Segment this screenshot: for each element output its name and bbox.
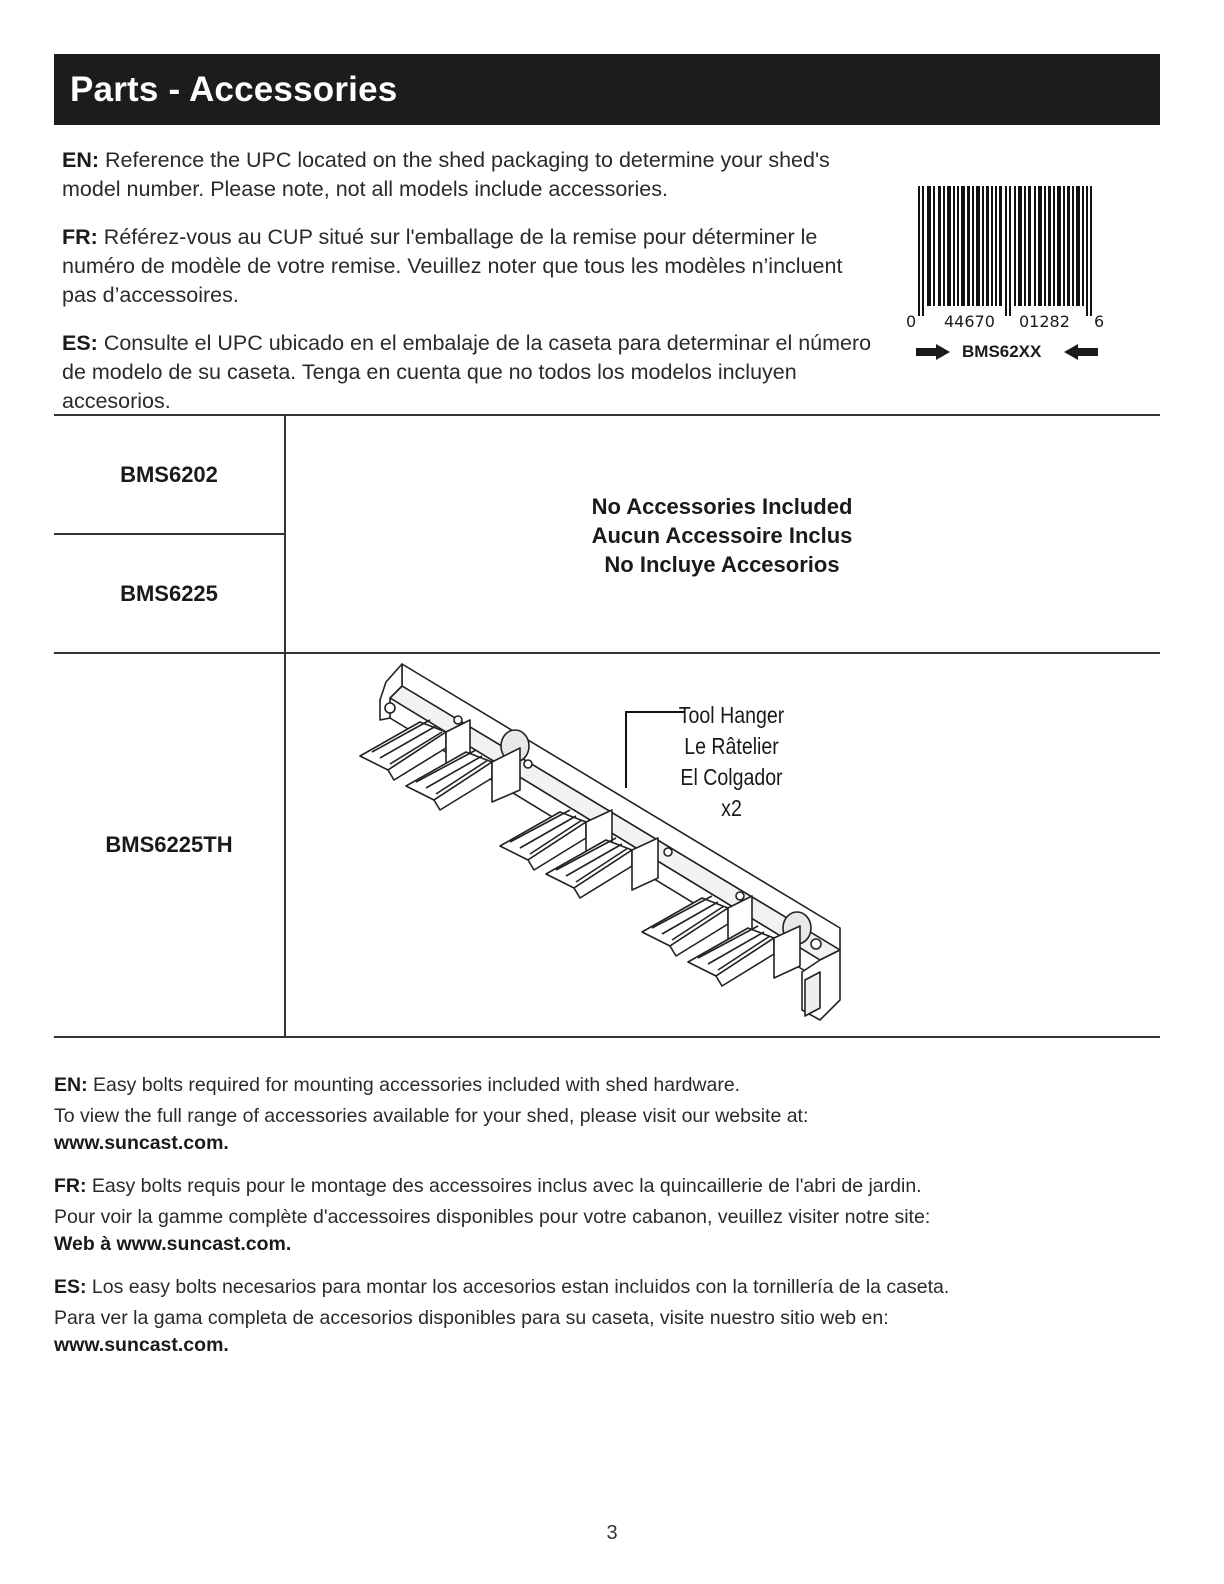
footer-es-visit: Para ver la gama completa de accesorios disponibles para su caseta, visite nuestro sitio web en: — [54, 1307, 889, 1329]
no-accessories-fr: Aucun Accessoire Inclus — [591, 523, 853, 548]
no-accessories-es: No Incluye Accesorios — [604, 552, 840, 577]
arrow-right-icon — [916, 344, 950, 360]
page-number: 3 — [606, 1522, 618, 1544]
model-bms6202: BMS6202 — [120, 462, 218, 487]
tool-hanger-callout — [672, 700, 791, 824]
no-accessories-en: No Accessories Included — [591, 494, 853, 519]
barcode-digit-last: 6 — [1094, 312, 1105, 331]
footer-fr-bolts: FR: Easy bolts requis pour le montage des accessoires inclus avec la quincaillerie de l'abri de jardin. — [54, 1175, 922, 1197]
barcode-group-1: 44670 — [944, 312, 995, 331]
callout-fr: Le Râtelier — [684, 733, 779, 759]
callout-es: El Colgador — [680, 764, 783, 790]
footer-en-visit: To view the full range of accessories available for your shed, please visit our website at: — [54, 1105, 809, 1127]
row-divider-1 — [54, 533, 285, 535]
section-header — [54, 54, 1160, 125]
table-bottom-border — [54, 1036, 1160, 1038]
barcode-icon — [918, 186, 1098, 316]
upc-barcode — [906, 186, 1106, 366]
barcode-model — [906, 340, 1106, 364]
intro-es: ES: Consulte el UPC ubicado en el embalaje de la caseta para determinar el número de modelo de su caseta. Tenga en cuenta que no todos los modelos incluyen accesorios. — [62, 331, 872, 413]
page-title: Parts - Accessories — [70, 70, 398, 109]
barcode-group-2: 01282 — [1019, 312, 1070, 331]
footer-en-link[interactable]: www.suncast.com. — [54, 1132, 229, 1154]
barcode-digit-first: 0 — [906, 312, 917, 331]
table-top-border — [54, 414, 1160, 416]
table-column-divider — [284, 415, 286, 1037]
model-bms6225th: BMS6225TH — [105, 832, 233, 857]
footer-es-link[interactable]: www.suncast.com. — [54, 1334, 229, 1356]
barcode-model-label: BMS62XX — [962, 342, 1042, 361]
row-divider-2 — [54, 652, 1160, 654]
footer-es-bolts: ES: Los easy bolts necesarios para montar los accesorios estan incluidos con la tornillería de la caseta. — [54, 1276, 950, 1298]
footer-fr-visit: Pour voir la gamme complète d'accessoires disponibles pour votre cabanon, veuillez visiter notre site: — [54, 1206, 931, 1228]
no-accessories-note — [560, 492, 884, 579]
footer-fr-link[interactable]: Web à www.suncast.com. — [54, 1233, 292, 1255]
footer-en-bolts: EN: Easy bolts required for mounting accessories included with shed hardware. — [54, 1074, 741, 1096]
arrow-left-icon — [1064, 344, 1098, 360]
footer-notes — [54, 1072, 1114, 1375]
intro-text — [62, 146, 872, 435]
intro-fr: FR: Référez-vous au CUP situé sur l'emballage de la remise pour déterminer le numéro de modèle de votre remise. Veuillez noter que tous les modèles n’incluent pas d’accessoires. — [62, 225, 843, 307]
model-bms6225: BMS6225 — [120, 581, 218, 606]
callout-quantity: x2 — [721, 795, 742, 821]
intro-en: EN: Reference the UPC located on the shed packaging to determine your shed's model number. Please note, not all models include accessories. — [62, 148, 830, 201]
callout-en: Tool Hanger — [678, 702, 785, 728]
